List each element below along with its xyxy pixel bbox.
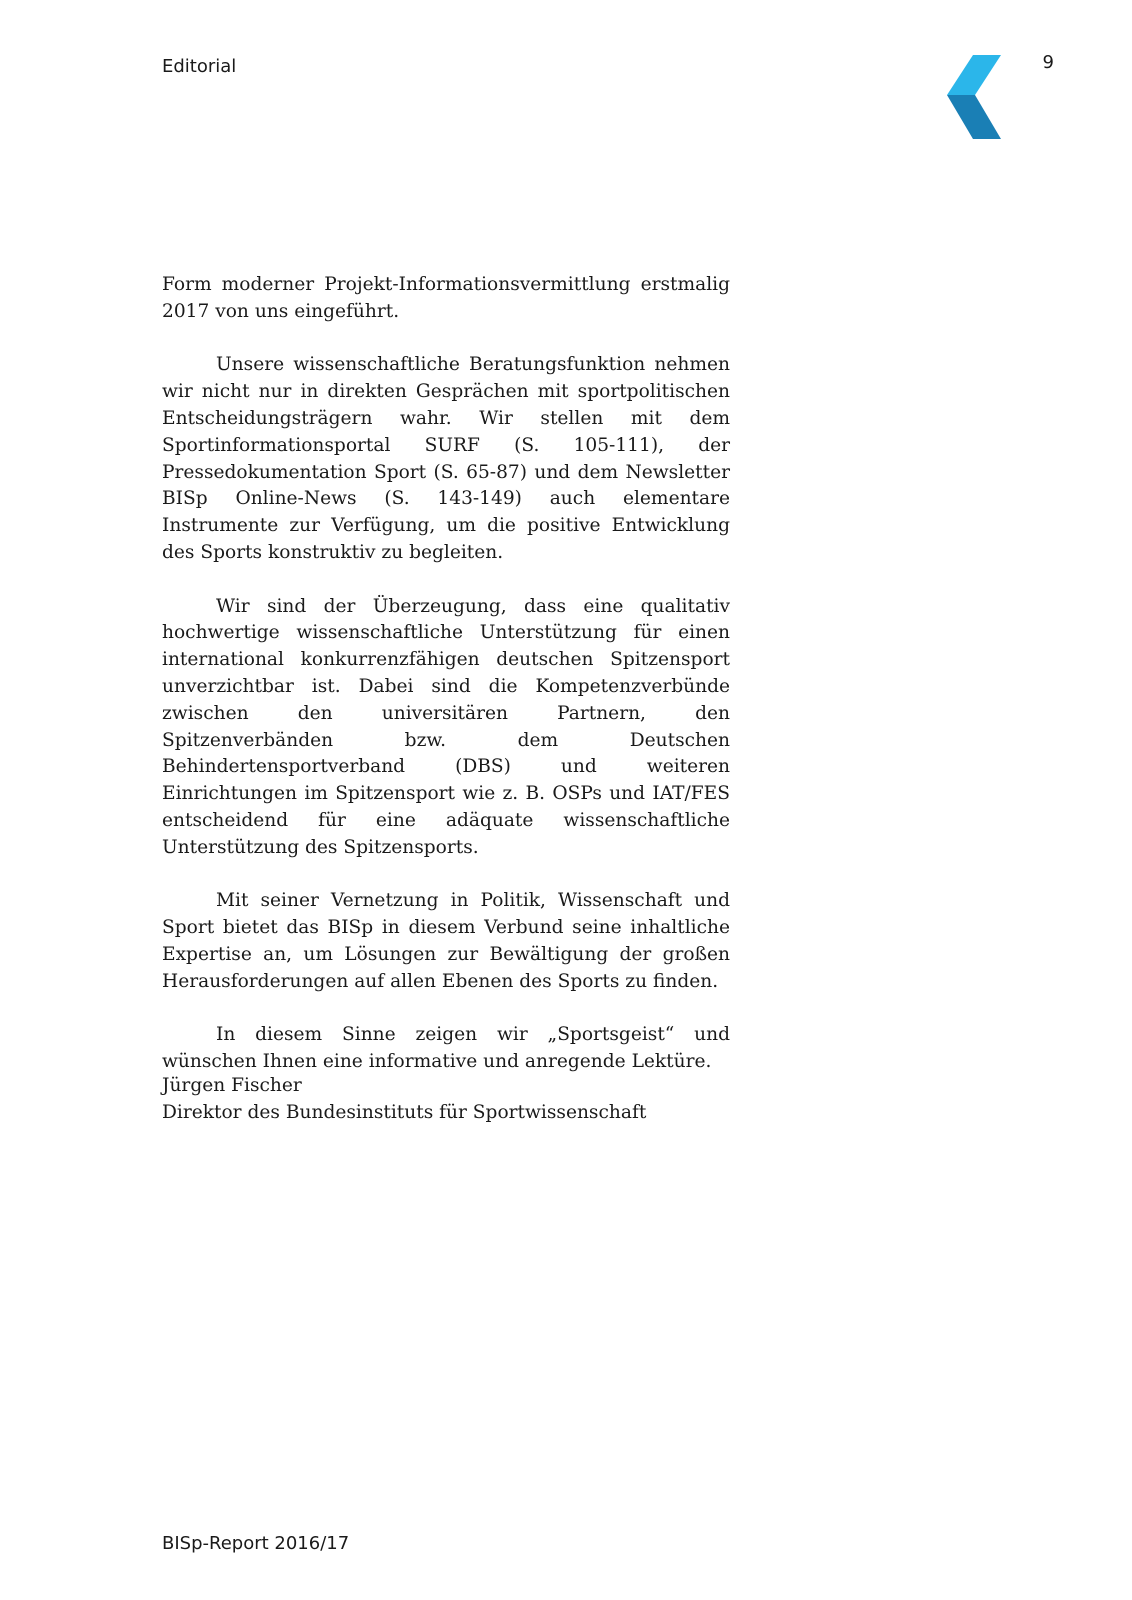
paragraph-1: Form moderner Projekt-Informationsvermittlung erstmalig 2017 von uns eingeführt. [162, 274, 730, 322]
paragraph-4: Mit seiner Vernetzung in Politik, Wissenschaft und Sport bietet das BISp in diesem Verbund seine inhaltliche Expertise an, um Lösungen zur Bewältigung der großen Herausforderungen auf allen Ebenen des Sports zu finden. [162, 890, 730, 992]
signature-title: Direktor des Bundesinstituts für Sportwissenschaft [162, 1101, 647, 1123]
logo-top-segment [947, 55, 1001, 95]
page-number: 9 [1042, 52, 1054, 73]
editorial-body [162, 272, 730, 1103]
paragraph-3: Wir sind der Überzeugung, dass eine qualitativ hochwertige wissenschaftliche Unterstützung für einen international konkurrenzfähigen deutschen Spitzensport unverzichtbar ist. Dabei sind die Kompetenzverbünde zwischen den universitären Partnern, den Spitzenverbänden bzw. dem Deutschen Behindertensportverband (DBS) und weiteren Einrichtungen im Spitzensport wie z. B. OSPs und IAT/FES entscheidend für eine adäquate wissenschaftliche Unterstützung des Spitzensports. [162, 595, 730, 858]
running-footer: BISp-Report 2016/17 [162, 1533, 350, 1554]
signature-block [162, 1073, 646, 1127]
chevron-left-logo-icon [945, 55, 1001, 139]
paragraph-2: Unsere wissenschaftliche Beratungsfunktion nehmen wir nicht nur in direkten Gesprächen mit sportpolitischen Entscheidungsträgern wahr. Wir stellen mit dem Sportinformationsportal SURF (S. 105-111), der Pressedokumentation Sport (S. 65-87) und dem Newsletter BISp Online-News (S. 143-149) auch elementare Instrumente zur Verfügung, um die positive Entwicklung des Sports konstruktiv zu begleiten. [162, 354, 730, 563]
logo-bottom-segment [947, 95, 1001, 139]
running-header: Editorial [162, 56, 237, 77]
paragraph-5: In diesem Sinne zeigen wir „Sportsgeist“ und wünschen Ihnen eine informative und anregende Lektüre. [162, 1024, 730, 1073]
signature-name: Jürgen Fischer [162, 1075, 302, 1096]
